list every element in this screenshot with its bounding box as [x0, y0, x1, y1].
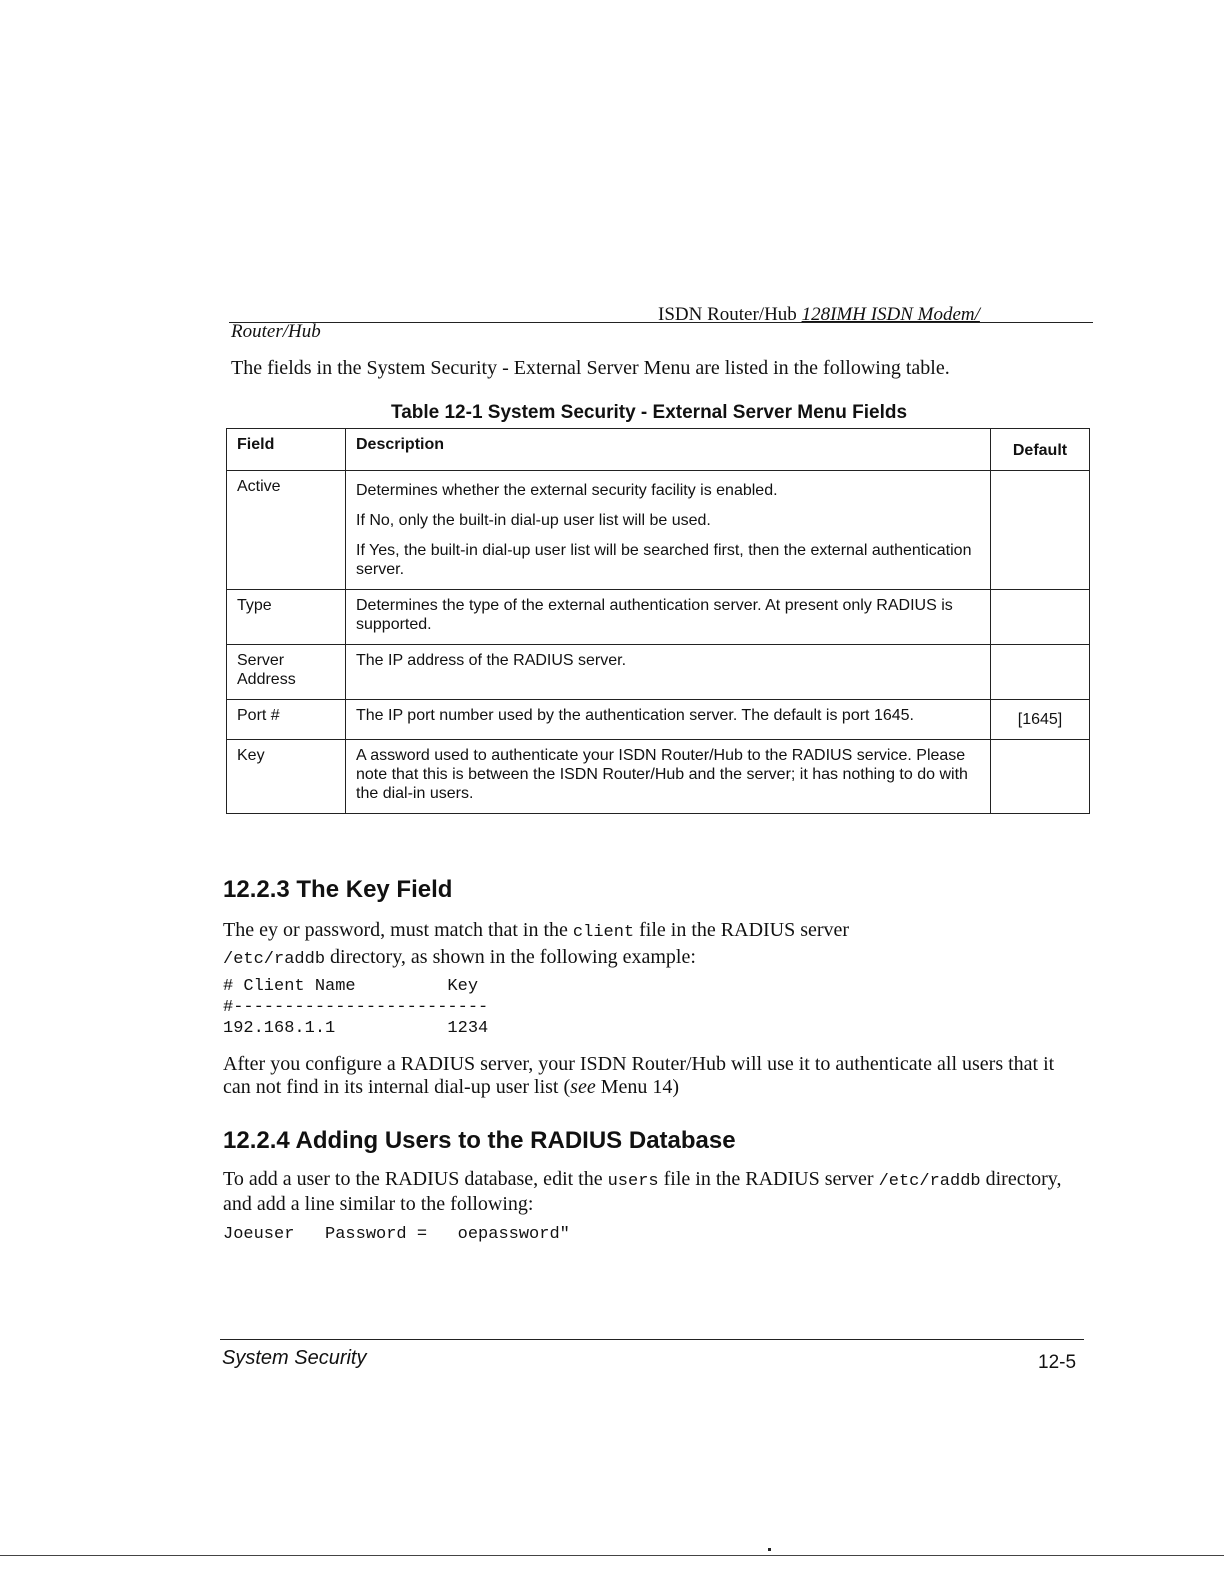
text-run: To add a user to the RADIUS database, edit the [223, 1168, 608, 1190]
row-field: Active [227, 471, 346, 590]
header-description: Description [346, 429, 991, 471]
table-caption: Table 12-1 System Security - External Server Menu Fields [391, 402, 908, 423]
description-line: A assword used to authenticate your ISDN Router/Hub to the RADIUS service. Please note that this is between the ISDN Router/Hub and the server; it has nothing to do with the dial-in users. [356, 747, 968, 802]
text-run: Menu 14) [595, 1076, 680, 1098]
code-line: 192.168.1.1 1234 [223, 1019, 489, 1038]
inline-code-users: users [607, 1172, 659, 1191]
code-line: # Client Name Key [223, 977, 479, 996]
footer-chapter-title: System Security [222, 1347, 367, 1369]
code-line: #------------------------- [223, 998, 489, 1017]
header-product-name: ISDN Router/Hub [658, 304, 802, 325]
table-row [227, 471, 1090, 590]
description-line: If Yes, the built-in dial-up user list will be searched first, then the external authentication server. [356, 542, 972, 578]
row-description [346, 590, 991, 645]
text-run: file in the RADIUS server [634, 919, 850, 941]
inline-code-path: /etc/raddb [223, 950, 326, 969]
header-continuation: Router/Hub [231, 321, 321, 342]
text-run: directory, as shown in the following example: [325, 946, 696, 968]
description-line: The IP address of the RADIUS server. [356, 652, 627, 669]
text-run: directory, and add a line similar to the following: [223, 1168, 1062, 1215]
table-row [227, 590, 1090, 645]
description-line: Determines the type of the external authentication server. At present only RADIUS is supported. [356, 597, 953, 633]
row-default [991, 645, 1090, 700]
table-row [227, 645, 1090, 700]
text-run: The ey or password, must match that in the [223, 919, 573, 941]
row-description [346, 471, 991, 590]
description-line: The IP port number used by the authentication server. The default is port 1645. [356, 707, 914, 724]
table-row [227, 700, 1090, 740]
client-file-example [223, 976, 488, 1039]
row-description [346, 700, 991, 740]
row-default [991, 590, 1090, 645]
row-default [991, 740, 1090, 814]
adding-users-paragraph [223, 1168, 1083, 1216]
row-default: [1645] [991, 700, 1090, 740]
table-header-row [227, 429, 1090, 471]
key-field-paragraph [223, 918, 1083, 972]
fields-table [226, 428, 1090, 814]
intro-paragraph: The fields in the System Security - External Server Menu are listed in the following table. [231, 357, 950, 379]
header-model-name: 128IMH ISDN Modem/ [801, 304, 980, 325]
inline-code-path: /etc/raddb [878, 1172, 981, 1191]
after-configure-paragraph [223, 1053, 1083, 1099]
row-default [991, 471, 1090, 590]
inline-code-client: client [572, 923, 635, 942]
row-description [346, 645, 991, 700]
row-field: Server Address [227, 645, 346, 700]
header-field: Field [227, 429, 346, 471]
description-line: Determines whether the external security facility is enabled. [356, 482, 778, 499]
users-file-example: Joeuser Password = oepassword" [223, 1225, 570, 1244]
description-line: If No, only the built-in dial-up user list will be used. [356, 512, 711, 529]
row-description [346, 740, 991, 814]
row-field: Port # [227, 700, 346, 740]
footer-rule [220, 1339, 1084, 1340]
row-field: Key [227, 740, 346, 814]
scan-artifact-dot [768, 1548, 771, 1551]
text-run: After you configure a RADIUS server, your ISDN Router/Hub will use it to authenticate all users that it can not find in its internal dial-up user list ( [223, 1053, 1055, 1098]
scan-artifact-line [0, 1555, 1224, 1556]
section-heading-key-field: 12.2.3 The Key Field [223, 876, 453, 903]
section-heading-adding-users: 12.2.4 Adding Users to the RADIUS Database [223, 1127, 736, 1154]
header-default: Default [991, 429, 1090, 471]
text-run: file in the RADIUS server [658, 1168, 879, 1190]
row-field: Type [227, 590, 346, 645]
text-run-italic: see [570, 1076, 596, 1098]
header-rule [229, 322, 1093, 323]
table-row [227, 740, 1090, 814]
page-number: 12-5 [1038, 1352, 1077, 1373]
